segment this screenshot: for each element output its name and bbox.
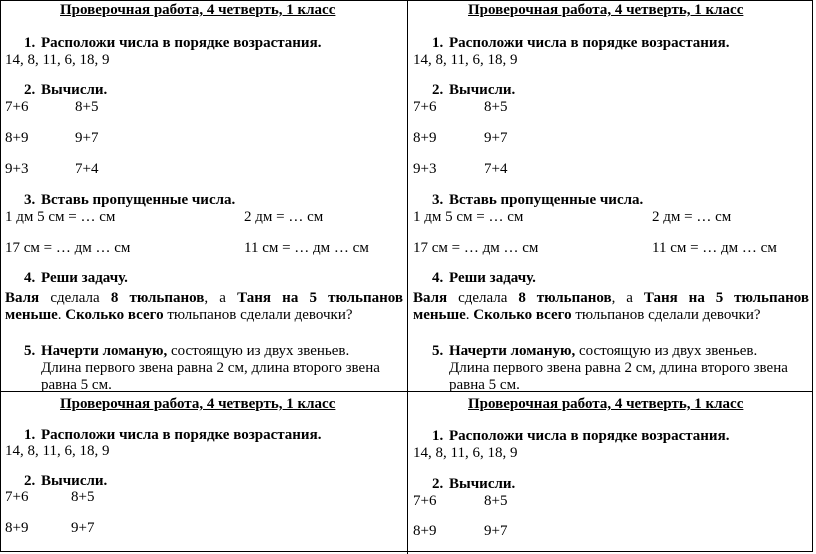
task1-numbers: 14, 8, 11, 6, 18, 9 bbox=[413, 52, 518, 68]
worksheet-top-right bbox=[408, 0, 813, 391]
task2-expr: 9+3 bbox=[5, 161, 29, 177]
task5-line2: Длина первого звена равна 2 см, длина второго звена bbox=[449, 360, 788, 376]
task2-expr: 7+6 bbox=[5, 489, 29, 505]
task1-numbers: 14, 8, 11, 6, 18, 9 bbox=[5, 52, 110, 68]
task1-heading: 1. Расположи числа в порядке возрастания. bbox=[432, 428, 730, 444]
task2-expr: 8+5 bbox=[71, 489, 95, 505]
task2-expr: 7+4 bbox=[484, 161, 508, 177]
page-title: Проверочная работа, 4 четверть, 1 класс bbox=[468, 2, 744, 18]
task2-expr: 7+6 bbox=[413, 99, 437, 115]
task2-expr: 7+6 bbox=[413, 493, 437, 509]
task4-heading: 4. Реши задачу. bbox=[24, 270, 128, 286]
task4-problem: Валя сделала 8 тюльпанов, а Таня на 5 тюльпанов меньше. Сколько всего тюльпанов сделали девочки? bbox=[5, 290, 403, 323]
page-title: Проверочная работа, 4 четверть, 1 класс bbox=[468, 396, 744, 412]
task2-heading: 2. Вычисли. bbox=[24, 473, 108, 489]
task2-expr: 8+9 bbox=[5, 520, 29, 536]
task4-problem: Валя сделала 8 тюльпанов, а Таня на 5 тюльпанов меньше. Сколько всего тюльпанов сделали девочки? bbox=[413, 290, 809, 323]
task5-line3: равна 5 см. bbox=[449, 377, 520, 391]
task3-expr: 2 дм = … см bbox=[652, 209, 732, 225]
task3-expr: 17 см = … дм … см bbox=[5, 240, 131, 256]
task2-expr: 8+9 bbox=[413, 130, 437, 146]
task1-numbers: 14, 8, 11, 6, 18, 9 bbox=[413, 445, 518, 461]
task2-expr: 7+6 bbox=[5, 99, 29, 115]
task2-heading: 2. Вычисли. bbox=[432, 82, 516, 98]
task3-heading: 3. Вставь пропущенные числа. bbox=[24, 192, 236, 208]
task5-line1: 5. Начерти ломаную, состоящую из двух звеньев. bbox=[24, 343, 350, 359]
task2-expr: 9+7 bbox=[75, 130, 99, 146]
task1-heading: 1. Расположи числа в порядке возрастания. bbox=[24, 427, 322, 443]
task2-expr: 8+5 bbox=[75, 99, 99, 115]
task4-heading: 4. Реши задачу. bbox=[432, 270, 536, 286]
task2-expr: 7+4 bbox=[75, 161, 99, 177]
task3-expr: 2 дм = … см bbox=[244, 209, 324, 225]
task2-expr: 8+5 bbox=[484, 493, 508, 509]
task1-numbers: 14, 8, 11, 6, 18, 9 bbox=[5, 443, 110, 459]
worksheet-top-left bbox=[0, 0, 407, 391]
task2-expr: 9+7 bbox=[484, 130, 508, 146]
task3-expr: 1 дм 5 см = … см bbox=[5, 209, 116, 225]
task5-line3: равна 5 см. bbox=[41, 377, 112, 391]
worksheet-bottom-left bbox=[0, 392, 407, 554]
task1-heading: 1. Расположи числа в порядке возрастания. bbox=[24, 35, 322, 51]
task3-heading: 3. Вставь пропущенные числа. bbox=[432, 192, 644, 208]
task2-expr: 9+7 bbox=[484, 523, 508, 539]
page-title: Проверочная работа, 4 четверть, 1 класс bbox=[60, 2, 336, 18]
task2-expr: 8+5 bbox=[484, 99, 508, 115]
worksheet-bottom-right bbox=[408, 392, 813, 554]
task2-expr: 8+9 bbox=[413, 523, 437, 539]
task2-expr: 8+9 bbox=[5, 130, 29, 146]
task3-expr: 11 см = … дм … см bbox=[652, 240, 777, 256]
task2-heading: 2. Вычисли. bbox=[24, 82, 108, 98]
task3-expr: 17 см = … дм … см bbox=[413, 240, 539, 256]
task3-expr: 11 см = … дм … см bbox=[244, 240, 369, 256]
task1-heading: 1. Расположи числа в порядке возрастания. bbox=[432, 35, 730, 51]
page-title: Проверочная работа, 4 четверть, 1 класс bbox=[60, 396, 336, 412]
task5-line2: Длина первого звена равна 2 см, длина второго звена bbox=[41, 360, 380, 376]
task2-expr: 9+7 bbox=[71, 520, 95, 536]
task2-heading: 2. Вычисли. bbox=[432, 476, 516, 492]
task2-expr: 9+3 bbox=[413, 161, 437, 177]
task3-expr: 1 дм 5 см = … см bbox=[413, 209, 524, 225]
task5-line1: 5. Начерти ломаную, состоящую из двух звеньев. bbox=[432, 343, 758, 359]
